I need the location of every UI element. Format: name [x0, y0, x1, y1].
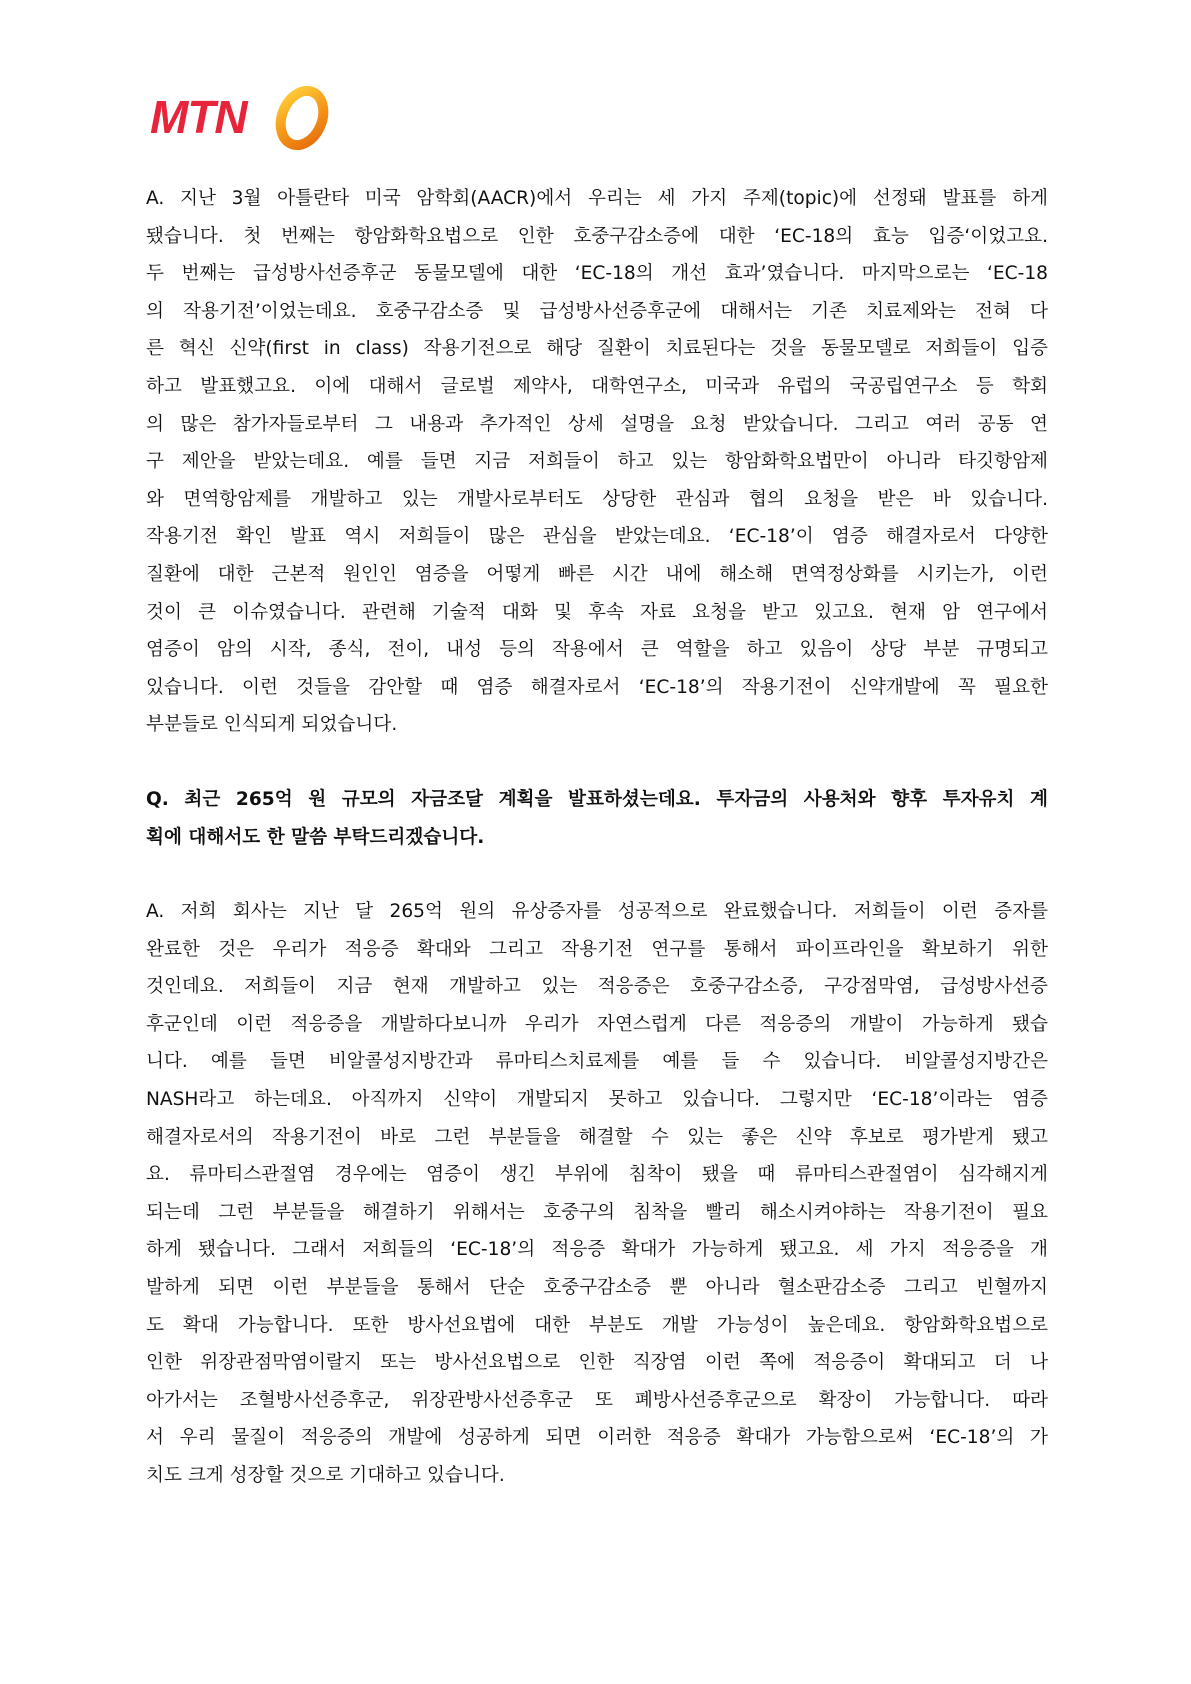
- text-line: 염증이 암의 시작, 종식, 전이, 내성 등의 작용에서 큰 역할을 하고 있음이 상당 부분 규명되고: [146, 639, 1048, 661]
- text-line: 하게 됐습니다. 그래서 저희들의 ‘EC-18’의 적응증 확대가 가능하게 됐고요. 세 가지 적응증을 개: [146, 1239, 1048, 1261]
- mtn-logo: [150, 86, 330, 156]
- text-line: 두 번째는 급성방사선증후군 동물모델에 대한 ‘EC-18의 개선 효과’였습니다. 마지막으로는 ‘EC-18: [146, 263, 1048, 285]
- text-line: 하고 발표했고요. 이에 대해서 글로벌 제약사, 대학연구소, 미국과 유럽의 국공립연구소 등 학회: [146, 375, 1048, 397]
- text-line: 있습니다. 이런 것들을 감안할 때 염증 해결자로서 ‘EC-18’의 작용기전이 신약개발에 꼭 필요한: [146, 676, 1048, 698]
- logo-text: MTN: [150, 91, 247, 143]
- document-body: [146, 180, 1048, 1495]
- text-line: 와 면역항암제를 개발하고 있는 개발사로부터도 상당한 관심과 협의 요청을 받은 바 있습니다.: [146, 488, 1048, 510]
- answer-paragraph-2: [146, 893, 1048, 1495]
- logo-ring-icon: [272, 86, 332, 150]
- text-line: 의 많은 참가자들로부터 그 내용과 추가적인 상세 설명을 요청 받았습니다. 그리고 여러 공동 연: [146, 413, 1048, 435]
- text-line: 요. 류마티스관절염 경우에는 염증이 생긴 부위에 침착이 됐을 때 류마티스관절염이 심각해지게: [146, 1164, 1048, 1186]
- text-line: 아가서는 조혈방사선증후군, 위장관방사선증후군 또 폐방사선증후군으로 확장이 가능합니다. 따라: [146, 1389, 1048, 1411]
- question-paragraph: [146, 781, 1048, 856]
- text-line: 완료한 것은 우리가 적응증 확대와 그리고 작용기전 연구를 통해서 파이프라인을 확보하기 위한: [146, 938, 1048, 960]
- text-line: 작용기전 확인 발표 역시 저희들이 많은 관심을 받았는데요. ‘EC-18’이 염증 해결자로서 다양한: [146, 526, 1048, 548]
- text-line: 발하게 되면 이런 부분들을 통해서 단순 호중구감소증 뿐 아니라 혈소판감소증 그리고 빈혈까지: [146, 1277, 1048, 1299]
- text-line: 치도 크게 성장할 것으로 기대하고 있습니다.: [146, 1465, 505, 1486]
- text-line: 인한 위장관점막염이랄지 또는 방사선요법으로 인한 직장염 이런 쪽에 적응증이 확대되고 더 나: [146, 1352, 1048, 1374]
- text-line: A. 지난 3월 아틀란타 미국 암학회(AACR)에서 우리는 세 가지 주제(topic)에 선정돼 발표를 하게: [146, 188, 1048, 209]
- text-line: 구 제안을 받았는데요. 예를 들면 지금 저희들이 하고 있는 항암화학요법만이 아니라 타깃항암제: [146, 451, 1048, 473]
- text-line: 됐습니다. 첫 번째는 항암화학요법으로 인한 호중구감소증에 대한 ‘EC-18의 효능 입증‘이었고요.: [146, 225, 1048, 247]
- text-line: 후군인데 이런 적응증을 개발하다보니까 우리가 자연스럽게 다른 적응증의 개발이 가능하게 됐습: [146, 1013, 1048, 1035]
- text-line: 해결자로서의 작용기전이 바로 그런 부분들을 해결할 수 있는 좋은 신약 후보로 평가받게 됐고: [146, 1126, 1048, 1148]
- text-line: Q. 최근 265억 원 규모의 자금조달 계획을 발표하셨는데요. 투자금의 사용처와 향후 투자유치 계: [146, 788, 1048, 810]
- text-line: 획에 대해서도 한 말씀 부탁드리겠습니다.: [146, 826, 485, 848]
- text-line: 부분들로 인식되게 되었습니다.: [146, 714, 398, 736]
- text-line: 되는데 그런 부분들을 해결하기 위해서는 호중구의 침착을 빨리 해소시켜야하는 작용기전이 필요: [146, 1201, 1048, 1223]
- text-line: 것인데요. 저희들이 지금 현재 개발하고 있는 적응증은 호중구감소증, 구강점막염, 급성방사선증: [146, 976, 1048, 998]
- text-line: 질환에 대한 근본적 원인인 염증을 어떻게 빠른 시간 내에 해소해 면역정상화를 시키는가, 이런: [146, 563, 1048, 585]
- text-line: 른 혁신 신약(first in class) 작용기전으로 해당 질환이 치료된다는 것을 동물모델로 저희들이 입증: [146, 338, 1048, 360]
- text-line: NASH라고 하는데요. 아직까지 신약이 개발되지 못하고 있습니다. 그렇지만 ‘EC-18’이라는 염증: [146, 1089, 1048, 1111]
- text-line: 의 작용기전’이었는데요. 호중구감소증 및 급성방사선증후군에 대해서는 기존 치료제와는 전혀 다: [146, 300, 1048, 322]
- text-line: 도 확대 가능합니다. 또한 방사선요법에 대한 부분도 개발 가능성이 높은데요. 항암화학요법으로: [146, 1314, 1048, 1336]
- text-line: 니다. 예를 들면 비알콜성지방간과 류마티스치료제를 예를 들 수 있습니다. 비알콜성지방간은: [146, 1051, 1048, 1073]
- text-line: A. 저희 회사는 지난 달 265억 원의 유상증자를 성공적으로 완료했습니다. 저희들이 이런 증자를: [146, 901, 1048, 923]
- answer-paragraph-1: [146, 180, 1048, 744]
- text-line: 것이 큰 이슈였습니다. 관련해 기술적 대화 및 후속 자료 요청을 받고 있고요. 현재 암 연구에서: [146, 601, 1048, 623]
- text-line: 서 우리 물질이 적응증의 개발에 성공하게 되면 이러한 적응증 확대가 가능함으로써 ‘EC-18’의 가: [146, 1427, 1048, 1449]
